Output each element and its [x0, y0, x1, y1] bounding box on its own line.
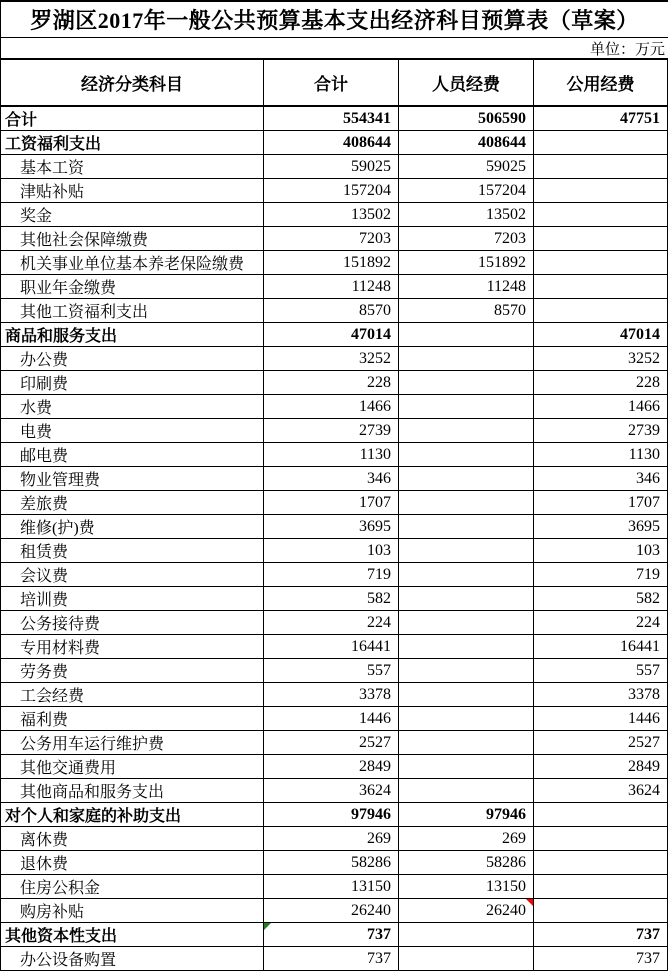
public-cell — [534, 299, 668, 322]
category-cell: 办公设备购置 — [1, 947, 264, 970]
personnel-cell: 11248 — [399, 275, 534, 298]
error-indicator-triangle — [264, 923, 271, 930]
personnel-cell: 13150 — [399, 875, 534, 898]
table-row — [1, 539, 668, 563]
total-cell: 157204 — [264, 179, 399, 202]
table-row — [1, 227, 668, 251]
personnel-cell: 506590 — [399, 107, 534, 130]
personnel-cell: 58286 — [399, 851, 534, 874]
table-row — [1, 419, 668, 443]
personnel-cell — [399, 635, 534, 658]
personnel-cell: 13502 — [399, 203, 534, 226]
category-cell: 合计 — [1, 107, 264, 130]
category-cell: 住房公积金 — [1, 875, 264, 898]
total-cell: 3695 — [264, 515, 399, 538]
public-cell: 737 — [534, 923, 668, 946]
public-cell — [534, 131, 668, 154]
category-cell: 职业年金缴费 — [1, 275, 264, 298]
public-cell: 2739 — [534, 419, 668, 442]
public-cell: 47014 — [534, 323, 668, 346]
total-cell: 554341 — [264, 107, 399, 130]
category-cell: 工会经费 — [1, 683, 264, 706]
category-cell: 办公费 — [1, 347, 264, 370]
category-cell: 培训费 — [1, 587, 264, 610]
table-row — [1, 179, 668, 203]
comment-indicator-triangle — [526, 899, 533, 906]
personnel-cell — [399, 683, 534, 706]
total-cell: 103 — [264, 539, 399, 562]
total-cell: 59025 — [264, 155, 399, 178]
table-row — [1, 779, 668, 803]
category-cell: 奖金 — [1, 203, 264, 226]
public-cell — [534, 851, 668, 874]
page-title: 罗湖区2017年一般公共预算基本支出经济科目预算表（草案） — [30, 8, 639, 33]
personnel-cell — [399, 659, 534, 682]
public-cell: 1707 — [534, 491, 668, 514]
public-cell — [534, 827, 668, 850]
personnel-cell — [399, 515, 534, 538]
table-row — [1, 755, 668, 779]
table-row — [1, 683, 668, 707]
personnel-cell: 157204 — [399, 179, 534, 202]
personnel-cell: 59025 — [399, 155, 534, 178]
table-row — [1, 707, 668, 731]
personnel-cell: 151892 — [399, 251, 534, 274]
total-cell: 16441 — [264, 635, 399, 658]
column-header-public: 公用经费 — [534, 60, 668, 105]
public-cell: 582 — [534, 587, 668, 610]
total-cell: 269 — [264, 827, 399, 850]
personnel-cell — [399, 419, 534, 442]
category-cell: 公务接待费 — [1, 611, 264, 634]
category-cell: 基本工资 — [1, 155, 264, 178]
table-row — [1, 131, 668, 155]
table-row — [1, 635, 668, 659]
total-cell: 7203 — [264, 227, 399, 250]
table-row — [1, 323, 668, 347]
personnel-cell — [399, 731, 534, 754]
public-cell: 557 — [534, 659, 668, 682]
total-cell: 557 — [264, 659, 399, 682]
category-cell: 其他工资福利支出 — [1, 299, 264, 322]
unit-row — [1, 38, 668, 60]
personnel-cell — [399, 755, 534, 778]
total-cell: 1466 — [264, 395, 399, 418]
table-row — [1, 851, 668, 875]
personnel-cell: 26240 — [399, 899, 534, 922]
total-cell: 346 — [264, 467, 399, 490]
personnel-cell — [399, 443, 534, 466]
public-cell: 3252 — [534, 347, 668, 370]
table-row — [1, 947, 668, 971]
public-cell: 16441 — [534, 635, 668, 658]
total-cell: 1707 — [264, 491, 399, 514]
total-cell: 1130 — [264, 443, 399, 466]
personnel-cell — [399, 539, 534, 562]
category-cell: 其他社会保障缴费 — [1, 227, 264, 250]
category-cell: 维修(护)费 — [1, 515, 264, 538]
category-cell: 其他交通费用 — [1, 755, 264, 778]
table-row — [1, 443, 668, 467]
total-cell: 26240 — [264, 899, 399, 922]
public-cell: 224 — [534, 611, 668, 634]
personnel-cell: 408644 — [399, 131, 534, 154]
total-cell: 97946 — [264, 803, 399, 826]
personnel-cell — [399, 371, 534, 394]
total-cell: 582 — [264, 587, 399, 610]
table-row — [1, 827, 668, 851]
category-cell: 印刷费 — [1, 371, 264, 394]
personnel-cell — [399, 491, 534, 514]
category-cell: 对个人和家庭的补助支出 — [1, 803, 264, 826]
total-cell: 2527 — [264, 731, 399, 754]
title-row — [1, 2, 668, 38]
category-cell: 工资福利支出 — [1, 131, 264, 154]
total-cell: 2739 — [264, 419, 399, 442]
column-header-total: 合计 — [264, 60, 399, 105]
table-row — [1, 395, 668, 419]
table-row — [1, 923, 668, 947]
public-cell: 3695 — [534, 515, 668, 538]
public-cell: 3624 — [534, 779, 668, 802]
table-row — [1, 659, 668, 683]
category-cell: 离休费 — [1, 827, 264, 850]
total-cell: 13502 — [264, 203, 399, 226]
public-cell — [534, 803, 668, 826]
public-cell: 1130 — [534, 443, 668, 466]
public-cell — [534, 251, 668, 274]
public-cell: 2527 — [534, 731, 668, 754]
table-row — [1, 875, 668, 899]
total-cell: 3252 — [264, 347, 399, 370]
column-header-category: 经济分类科目 — [1, 60, 264, 105]
category-cell: 劳务费 — [1, 659, 264, 682]
public-cell: 1466 — [534, 395, 668, 418]
category-cell: 物业管理费 — [1, 467, 264, 490]
total-cell: 224 — [264, 611, 399, 634]
public-cell: 1446 — [534, 707, 668, 730]
total-cell: 8570 — [264, 299, 399, 322]
personnel-cell — [399, 395, 534, 418]
personnel-cell: 8570 — [399, 299, 534, 322]
public-cell: 719 — [534, 563, 668, 586]
table-row — [1, 803, 668, 827]
category-cell: 退休费 — [1, 851, 264, 874]
category-cell: 水费 — [1, 395, 264, 418]
category-cell: 其他商品和服务支出 — [1, 779, 264, 802]
public-cell — [534, 899, 668, 922]
table-row — [1, 515, 668, 539]
personnel-cell: 97946 — [399, 803, 534, 826]
category-cell: 租赁费 — [1, 539, 264, 562]
public-cell: 2849 — [534, 755, 668, 778]
total-cell: 13150 — [264, 875, 399, 898]
public-cell — [534, 227, 668, 250]
public-cell — [534, 203, 668, 226]
category-cell: 专用材料费 — [1, 635, 264, 658]
total-cell: 408644 — [264, 131, 399, 154]
public-cell — [534, 275, 668, 298]
total-cell: 737 — [264, 947, 399, 970]
personnel-cell: 269 — [399, 827, 534, 850]
table-row — [1, 275, 668, 299]
category-cell: 差旅费 — [1, 491, 264, 514]
public-cell — [534, 875, 668, 898]
table-row — [1, 467, 668, 491]
personnel-cell — [399, 947, 534, 970]
table-header-row — [1, 60, 668, 107]
category-cell: 会议费 — [1, 563, 264, 586]
table-row — [1, 347, 668, 371]
total-cell: 3624 — [264, 779, 399, 802]
category-cell: 机关事业单位基本养老保险缴费 — [1, 251, 264, 274]
public-cell — [534, 179, 668, 202]
table-row — [1, 371, 668, 395]
public-cell: 228 — [534, 371, 668, 394]
personnel-cell — [399, 611, 534, 634]
category-cell: 其他资本性支出 — [1, 923, 264, 946]
table-row — [1, 203, 668, 227]
personnel-cell — [399, 587, 534, 610]
category-cell: 电费 — [1, 419, 264, 442]
table-row — [1, 299, 668, 323]
public-cell: 737 — [534, 947, 668, 970]
total-cell: 47014 — [264, 323, 399, 346]
personnel-cell — [399, 347, 534, 370]
total-cell: 2849 — [264, 755, 399, 778]
category-cell: 公务用车运行维护费 — [1, 731, 264, 754]
total-cell: 151892 — [264, 251, 399, 274]
total-cell: 3378 — [264, 683, 399, 706]
total-cell: 11248 — [264, 275, 399, 298]
personnel-cell — [399, 707, 534, 730]
total-cell: 228 — [264, 371, 399, 394]
personnel-cell — [399, 323, 534, 346]
table-row — [1, 587, 668, 611]
category-cell: 邮电费 — [1, 443, 264, 466]
total-cell: 58286 — [264, 851, 399, 874]
personnel-cell: 7203 — [399, 227, 534, 250]
public-cell: 3378 — [534, 683, 668, 706]
public-cell: 346 — [534, 467, 668, 490]
personnel-cell — [399, 923, 534, 946]
table-body — [1, 107, 668, 971]
total-cell: 719 — [264, 563, 399, 586]
table-row — [1, 731, 668, 755]
unit-note: 单位：万元 — [589, 41, 665, 58]
category-cell: 福利费 — [1, 707, 264, 730]
table-row — [1, 611, 668, 635]
table-row — [1, 899, 668, 923]
category-cell: 商品和服务支出 — [1, 323, 264, 346]
table-row — [1, 563, 668, 587]
table-row — [1, 155, 668, 179]
total-cell: 737 — [264, 923, 399, 946]
column-header-personnel: 人员经费 — [399, 60, 534, 105]
public-cell — [534, 155, 668, 178]
total-cell: 1446 — [264, 707, 399, 730]
category-cell: 购房补贴 — [1, 899, 264, 922]
category-cell: 津贴补贴 — [1, 179, 264, 202]
public-cell: 103 — [534, 539, 668, 562]
personnel-cell — [399, 563, 534, 586]
public-cell: 47751 — [534, 107, 668, 130]
personnel-cell — [399, 467, 534, 490]
table-row — [1, 491, 668, 515]
table-row — [1, 251, 668, 275]
table-row — [1, 107, 668, 131]
personnel-cell — [399, 779, 534, 802]
